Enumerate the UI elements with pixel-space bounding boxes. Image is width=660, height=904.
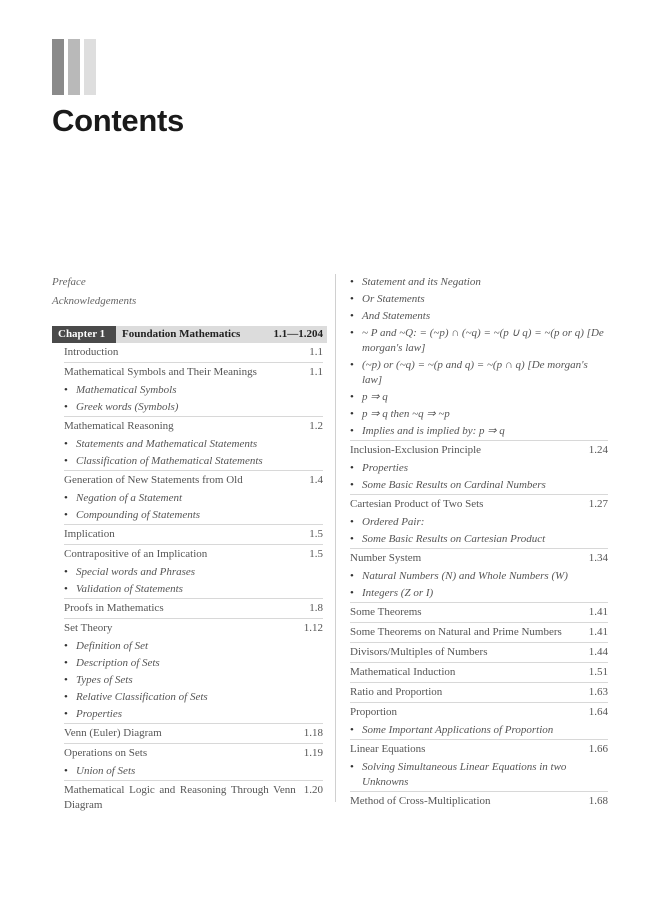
toc-entry-title: Linear Equations — [350, 743, 426, 755]
toc-subentry[interactable] — [64, 763, 323, 780]
toc-entry[interactable] — [64, 362, 323, 382]
toc-entry[interactable] — [350, 682, 608, 702]
toc-entry[interactable] — [350, 494, 608, 514]
toc-entry-title: Divisors/Multiples of Numbers — [350, 646, 488, 658]
column-divider — [335, 274, 336, 802]
toc-subentry[interactable] — [350, 357, 608, 389]
toc-entry[interactable] — [350, 602, 608, 622]
toc-entry-title: Introduction — [64, 346, 119, 358]
toc-entry[interactable] — [64, 780, 323, 815]
toc-subentry[interactable] — [64, 581, 323, 598]
toc-subentry[interactable] — [64, 706, 323, 723]
decorative-bars — [52, 39, 96, 95]
toc-entry[interactable] — [350, 548, 608, 568]
toc-subentry[interactable] — [350, 406, 608, 423]
toc-entry-title: • p ⇒ q — [350, 390, 388, 405]
front-item-acknowledgements[interactable]: Acknowledgements — [52, 295, 137, 307]
toc-entry-title: Method of Cross-Multiplication — [350, 795, 491, 807]
chapter-header[interactable] — [52, 326, 327, 343]
toc-entry-title: Contrapositive of an Implication — [64, 548, 208, 560]
toc-page-number: 1.41 — [588, 626, 608, 638]
toc-page-number: 1.8 — [309, 602, 323, 614]
toc-subentry[interactable] — [350, 477, 608, 494]
toc-entry-title: • Description of Sets — [64, 656, 160, 671]
toc-entry[interactable] — [64, 743, 323, 763]
toc-entry[interactable] — [350, 622, 608, 642]
toc-page-number: 1.63 — [588, 686, 608, 698]
toc-page-number: 1.66 — [588, 743, 608, 755]
toc-entry-title: • Compounding of Statements — [64, 508, 200, 523]
toc-entry-title: • Relative Classification of Sets — [64, 690, 208, 705]
toc-subentry[interactable] — [350, 460, 608, 477]
toc-entry-title: • Definition of Set — [64, 639, 148, 654]
toc-entry-title: • Some Basic Results on Cartesian Product — [350, 532, 545, 547]
toc-subentry[interactable] — [64, 672, 323, 689]
toc-entry-title: Cartesian Product of Two Sets — [350, 498, 484, 510]
bar-light — [84, 39, 96, 95]
toc-entry-title: Mathematical Induction — [350, 666, 456, 678]
toc-entry-title: • And Statements — [350, 309, 430, 324]
toc-page-number: 1.20 — [303, 784, 323, 796]
toc-entry[interactable] — [350, 440, 608, 460]
chapter-pages: 1.1—1.204 — [274, 326, 328, 343]
toc-right-column — [350, 274, 608, 811]
toc-entry-title: • Validation of Statements — [64, 582, 183, 597]
toc-entry[interactable] — [64, 544, 323, 564]
toc-entry-title: • Union of Sets — [64, 764, 135, 779]
toc-entry-title: Set Theory — [64, 622, 113, 634]
front-matter — [52, 276, 136, 314]
chapter-title: Foundation Mathematics — [116, 326, 274, 343]
toc-page-number: 1.1 — [309, 346, 323, 358]
toc-entry-title: Operations on Sets — [64, 747, 148, 759]
toc-entry-title: Ratio and Proportion — [350, 686, 443, 698]
toc-page-number: 1.68 — [588, 795, 608, 807]
toc-entry-title: • Statements and Mathematical Statements — [64, 437, 257, 452]
toc-entry-title: • Or Statements — [350, 292, 425, 307]
toc-entry-title: Some Theorems on Natural and Prime Numbers — [350, 626, 562, 638]
toc-entry-title: • Some Basic Results on Cardinal Numbers — [350, 478, 546, 493]
toc-entry-title: Inclusion-Exclusion Principle — [350, 444, 482, 456]
toc-subentry[interactable] — [350, 389, 608, 406]
toc-subentry[interactable] — [350, 568, 608, 585]
toc-entry-title: • (~p) or (~q) = ~(p and q) = ~(p ∩ q) [De morgan's law] — [350, 358, 608, 388]
toc-entry-title: • Types of Sets — [64, 673, 133, 688]
toc-entry-title: Generation of New Statements from Old — [64, 474, 243, 486]
toc-page-number: 1.24 — [588, 444, 608, 456]
toc-entry[interactable] — [64, 618, 323, 638]
toc-page-number: 1.44 — [588, 646, 608, 658]
toc-subentry[interactable] — [350, 291, 608, 308]
toc-subentry[interactable] — [350, 585, 608, 602]
toc-subentry[interactable] — [350, 325, 608, 357]
bar-dark — [52, 39, 64, 95]
toc-page-number: 1.12 — [303, 622, 323, 634]
toc-page-number: 1.34 — [588, 552, 608, 564]
toc-entry-title: • Solving Simultaneous Linear Equations in two Unknowns — [350, 760, 608, 790]
bar-medium — [68, 39, 80, 95]
toc-entry[interactable] — [64, 343, 323, 362]
toc-entry-title: • Greek words (Symbols) — [64, 400, 178, 415]
toc-subentry[interactable] — [64, 655, 323, 672]
toc-entry[interactable] — [64, 470, 323, 490]
toc-subentry[interactable] — [350, 514, 608, 531]
toc-entry-title: Venn (Euler) Diagram — [64, 727, 162, 739]
toc-page-number: 1.5 — [309, 528, 323, 540]
toc-entry[interactable] — [350, 702, 608, 722]
toc-page-number: 1.1 — [309, 366, 323, 378]
toc-subentry[interactable] — [64, 490, 323, 507]
toc-subentry[interactable] — [64, 507, 323, 524]
toc-entry-title: • Integers (Z or I) — [350, 586, 433, 601]
toc-page-number: 1.19 — [303, 747, 323, 759]
toc-entry-title: Implication — [64, 528, 115, 540]
toc-subentry[interactable] — [350, 274, 608, 291]
toc-page-number: 1.5 — [309, 548, 323, 560]
toc-entry[interactable] — [64, 416, 323, 436]
toc-page-number: 1.18 — [303, 727, 323, 739]
toc-subentry[interactable] — [64, 453, 323, 470]
toc-entry[interactable] — [350, 739, 608, 759]
toc-subentry[interactable] — [64, 399, 323, 416]
toc-entry-title: • Classification of Mathematical Statements — [64, 454, 263, 469]
toc-subentry[interactable] — [350, 423, 608, 440]
toc-entry[interactable] — [350, 662, 608, 682]
toc-entry[interactable] — [350, 642, 608, 662]
toc-subentry[interactable] — [350, 722, 608, 739]
toc-subentry[interactable] — [350, 308, 608, 325]
toc-entry-title: • Natural Numbers (N) and Whole Numbers (W) — [350, 569, 568, 584]
toc-page-number: 1.51 — [588, 666, 608, 678]
toc-entry-title: • Some Important Applications of Proportion — [350, 723, 553, 738]
front-item-preface[interactable]: Preface — [52, 276, 86, 288]
toc-entry-title: Mathematical Symbols and Their Meanings — [64, 366, 257, 378]
toc-page-number: 1.2 — [309, 420, 323, 432]
toc-left-column — [64, 343, 323, 815]
toc-entry-title: • Properties — [350, 461, 408, 476]
toc-entry-title: • Ordered Pair: — [350, 515, 424, 530]
toc-subentry[interactable] — [64, 638, 323, 655]
toc-entry-title: • Special words and Phrases — [64, 565, 195, 580]
toc-entry-title: • Implies and is implied by: p ⇒ q — [350, 424, 505, 439]
toc-page-number: 1.64 — [588, 706, 608, 718]
toc-entry-title: • Negation of a Statement — [64, 491, 182, 506]
toc-subentry[interactable] — [64, 689, 323, 706]
toc-subentry[interactable] — [64, 436, 323, 453]
toc-subentry[interactable] — [350, 759, 608, 791]
toc-page-number: 1.27 — [588, 498, 608, 510]
toc-subentry[interactable] — [64, 564, 323, 581]
toc-entry-title: Mathematical Logic and Reasoning Through Venn Diagram — [64, 784, 296, 811]
toc-subentry[interactable] — [64, 382, 323, 399]
toc-entry-title: • Statement and its Negation — [350, 275, 481, 290]
toc-entry-title: • Properties — [64, 707, 122, 722]
toc-entry[interactable] — [64, 598, 323, 618]
toc-entry-title: Number System — [350, 552, 422, 564]
toc-subentry[interactable] — [350, 531, 608, 548]
toc-entry-title: Proofs in Mathematics — [64, 602, 164, 614]
toc-page-number: 1.4 — [309, 474, 323, 486]
page-title: Contents — [52, 103, 184, 138]
toc-entry[interactable] — [64, 723, 323, 743]
toc-entry-title: Mathematical Reasoning — [64, 420, 174, 432]
toc-entry-title: Some Theorems — [350, 606, 422, 618]
toc-entry-title: • ~ P and ~Q: = (~p) ∩ (~q) = ~(p ∪ q) = ~(p or q) [De morgan's law] — [350, 326, 608, 356]
toc-entry-title: Proportion — [350, 706, 398, 718]
toc-entry[interactable] — [350, 791, 608, 811]
toc-entry[interactable] — [64, 524, 323, 544]
toc-entry-title: • Mathematical Symbols — [64, 383, 177, 398]
toc-entry-title: • p ⇒ q then ~q ⇒ ~p — [350, 407, 450, 422]
chapter-label: Chapter 1 — [52, 326, 116, 343]
toc-page-number: 1.41 — [588, 606, 608, 618]
